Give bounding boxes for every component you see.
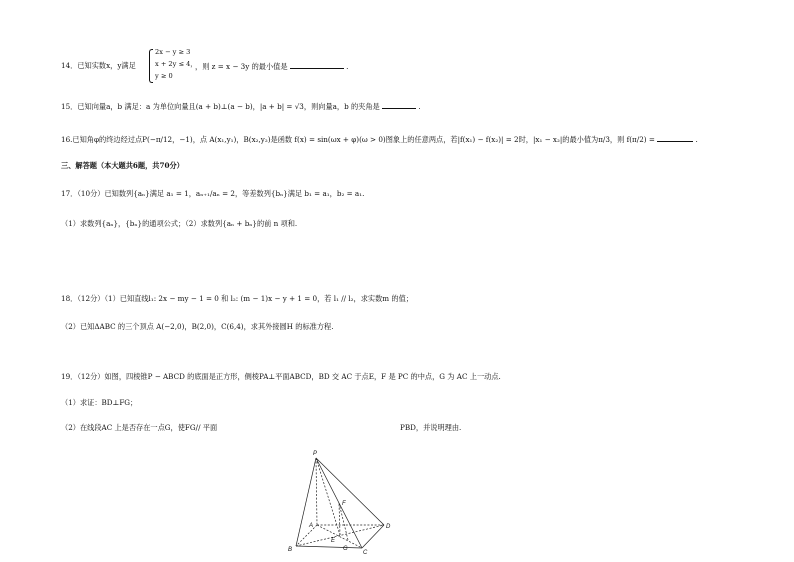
q16-text: 16.已知角φ的终边经过点P(−π/12，−1)，点 A(x₁,y₁)，B(x₂,y₂)是函数 f(x) = sin(ωx + φ)(ω > 0)图象上的任意两点，若|f(x₁) − f(x₂)| = 2时，|x₁ − x₂|的最小值为π/3，则 f(π/2) = (61, 135, 655, 144)
q18-line-2: （2）已知ΔABC 的三个顶点 A(−2,0)，B(2,0)，C(6,4)，求其外接圆H 的标准方程. (61, 322, 334, 331)
label-A: A (309, 523, 314, 529)
q14-system-line-2: x + 2y ≤ 4， (155, 60, 197, 68)
q17-line-2: （1）求数列{aₙ}，{bₙ}的通项公式；（2）求数列{aₙ + bₙ}的前 n 项和. (61, 219, 298, 228)
edge-BC (296, 546, 362, 548)
q14-prefix-text: 14．已知实数x，y满足 (61, 61, 136, 70)
label-D: D (386, 524, 391, 530)
edge-CD (362, 525, 384, 548)
q14-system-line-1: 2x − y ≥ 3 (155, 48, 191, 56)
q16-end: . (695, 135, 698, 144)
edge-PB (296, 458, 316, 546)
q19-line-3a: （2）在线段AC 上是否存在一点G，使FG// 平面 (61, 423, 218, 432)
q14-end: . (346, 62, 349, 71)
label-E: E (331, 538, 336, 544)
q14-suffix-text: ，则 z = x − 3y 的最小值是 (195, 62, 288, 71)
edge-PA (316, 458, 317, 525)
label-C: C (363, 550, 368, 556)
label-G: G (343, 546, 348, 552)
section-heading: 三、解答题（本大题共6题，共70分） (61, 161, 184, 170)
q19-line-3b: PBD，并说明理由. (400, 423, 462, 432)
q17-line-1: 17．（10分）已知数列{aₙ}满足 a₁ = 1，aₙ₊₁/aₙ = 2，等差数列{bₙ}满足 b₁ = a₁，b₂ = a₁. (61, 189, 365, 198)
edge-AB (296, 525, 317, 546)
edge-PD (316, 458, 384, 525)
q19-line-2: （1）求证：BD⊥FG； (61, 398, 138, 407)
q15-text: 15．已知向量a，b 满足：a 为单位向量且(a + b)⊥(a − b)，|a + b| = √3，则向量a，b 的夹角是 (61, 102, 380, 111)
label-P: P (313, 451, 318, 457)
q15-end: . (418, 102, 421, 111)
q19-line-1: 19．（12分）如图，四棱锥P − ABCD 的底面是正方形，侧棱PA⊥平面ABCD，BD 交 AC 于点E，F 是 PC 的中点，G 为 AC 上一动点. (61, 372, 501, 381)
label-F: F (342, 501, 346, 507)
edge-FG (339, 503, 348, 540)
edge-AC (317, 525, 362, 548)
q18-line-1: 18．（12分）（1）已知直线l₁: 2x − my − 1 = 0 和 l₂: (m − 1)x − y + 1 = 0，若 l₁ // l₂，求实数m 的值； (61, 294, 413, 303)
q14-system-line-3: y ≥ 0 (155, 72, 173, 80)
label-B: B (288, 547, 293, 553)
